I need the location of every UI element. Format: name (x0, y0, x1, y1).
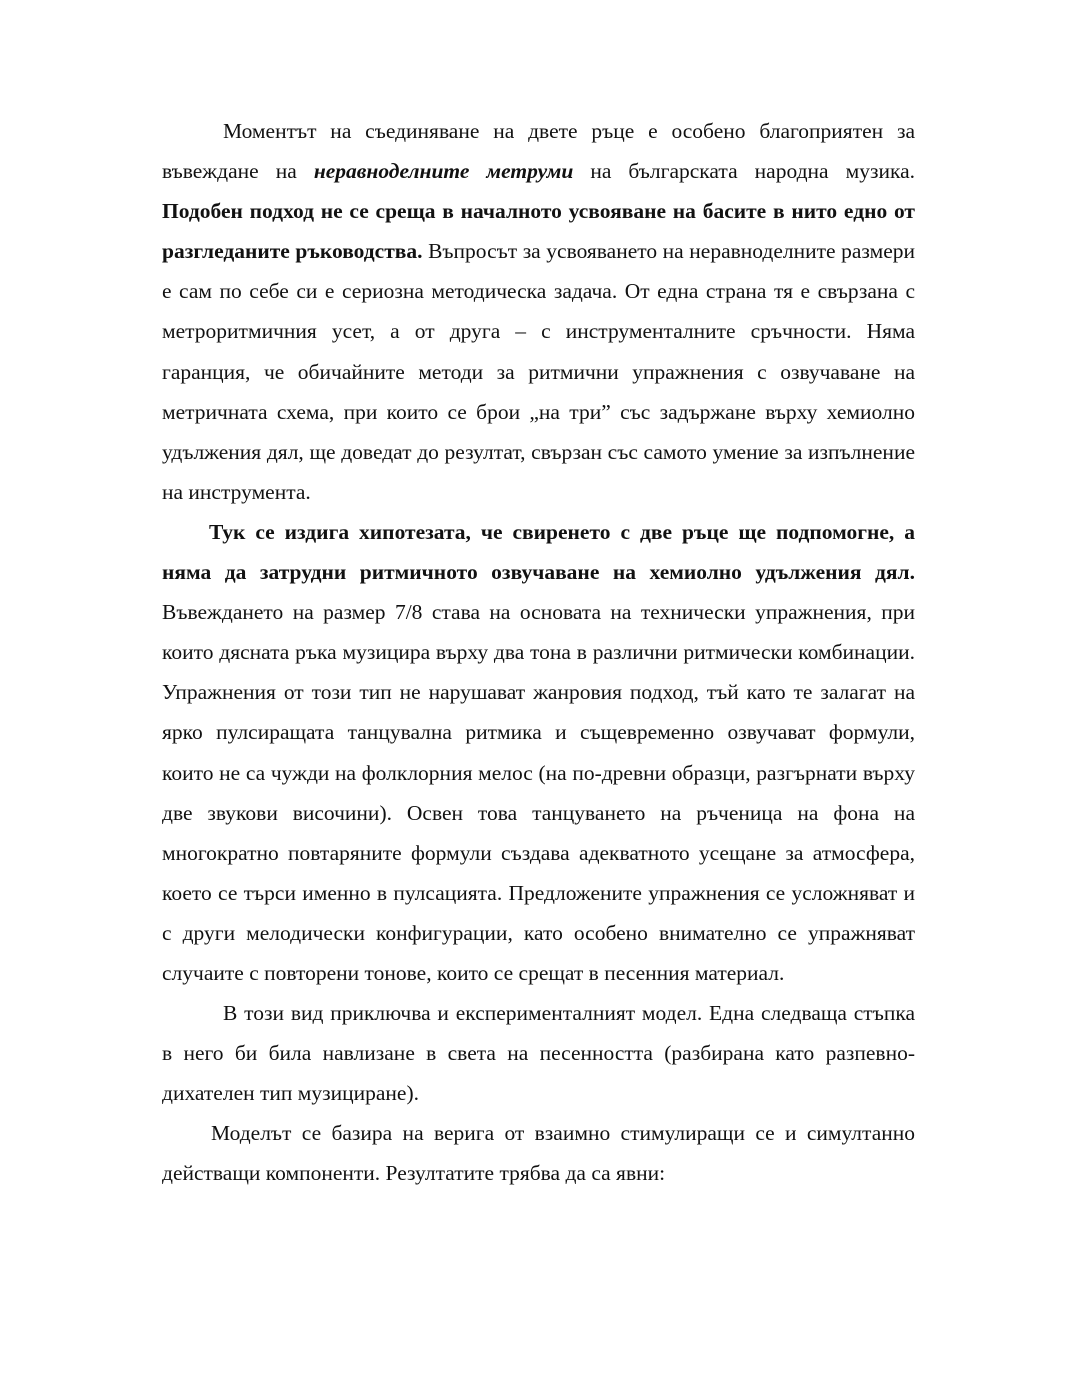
paragraph-4 (162, 1113, 915, 1193)
hypothesis-statement: Тук се издига хипотезата, че свиренето с две ръце ще подпомогне, а няма да затрудни ритмичното озвучаване на хемиолно удължения дял. (162, 519, 915, 585)
emphasis-term: неравноделните метруми (313, 159, 574, 184)
paragraph-1-text: Въпросът за усвояването на неравноделните размери е сам по себе си е сериозна методическа задача. От една страна тя е свързана с метроритмичния усет, а от друга – с инструменталните сръчности. Няма гаранция, че обичайните методи за ритмични упражнения с озвучаване на метричната схема, при които се брои „на три” със задържане върху хемиолно удължения дял, ще доведат до резултат, свързан със самото умение за изпълнение на инструмента. (162, 239, 916, 504)
paragraph-3 (162, 993, 915, 1113)
paragraph-1-text: на българската народна музика. (573, 159, 915, 184)
paragraph-2-text: Въвеждането на размер 7/8 става на основата на технически упражнения, при които дясната ръка музицира върху два тона в различни ритмически комбинации. Упражнения от този тип не нарушават жанровия подход, тъй като те залагат на ярко пулсиращата танцувална ритмика и същевременно озвучават формули, които не са чужди на фолклорния мелос (на по-древни образци, разгърнати върху две звукови височини). Освен това танцуването на ръченица на фона на многократно повтаряните формули създава адекватното усещане за атмосфера, което се търси именно в пулсацията. Предложените упражнения се усложняват и с други мелодически конфигурации, като особено внимателно се упражняват случаите с повторени тонове, които се срещат в песенния материал. (162, 600, 915, 985)
body-text (162, 111, 915, 1194)
paragraph-1 (162, 111, 915, 512)
paragraph-4-text: Моделът се базира на верига от взаимно стимулиращи се и симултанно действащи компоненти. Резултатите трябва да са явни: (162, 1121, 915, 1186)
paragraph-3-text: В този вид приключва и експерименталният модел. Една следваща стъпка в него би била навлизане в света на песенността (разбирана като разпевно-дихателен тип музициране). (162, 1001, 915, 1106)
paragraph-1-text: Моментът на съединяване на двете ръце е особено благоприятен за въвеждане на (162, 119, 915, 184)
bold-statement: Подобен подход не се среща в началното усвояване на басите в нито едно от разгледаните ръководства. (162, 199, 915, 264)
paragraph-2 (162, 512, 915, 993)
